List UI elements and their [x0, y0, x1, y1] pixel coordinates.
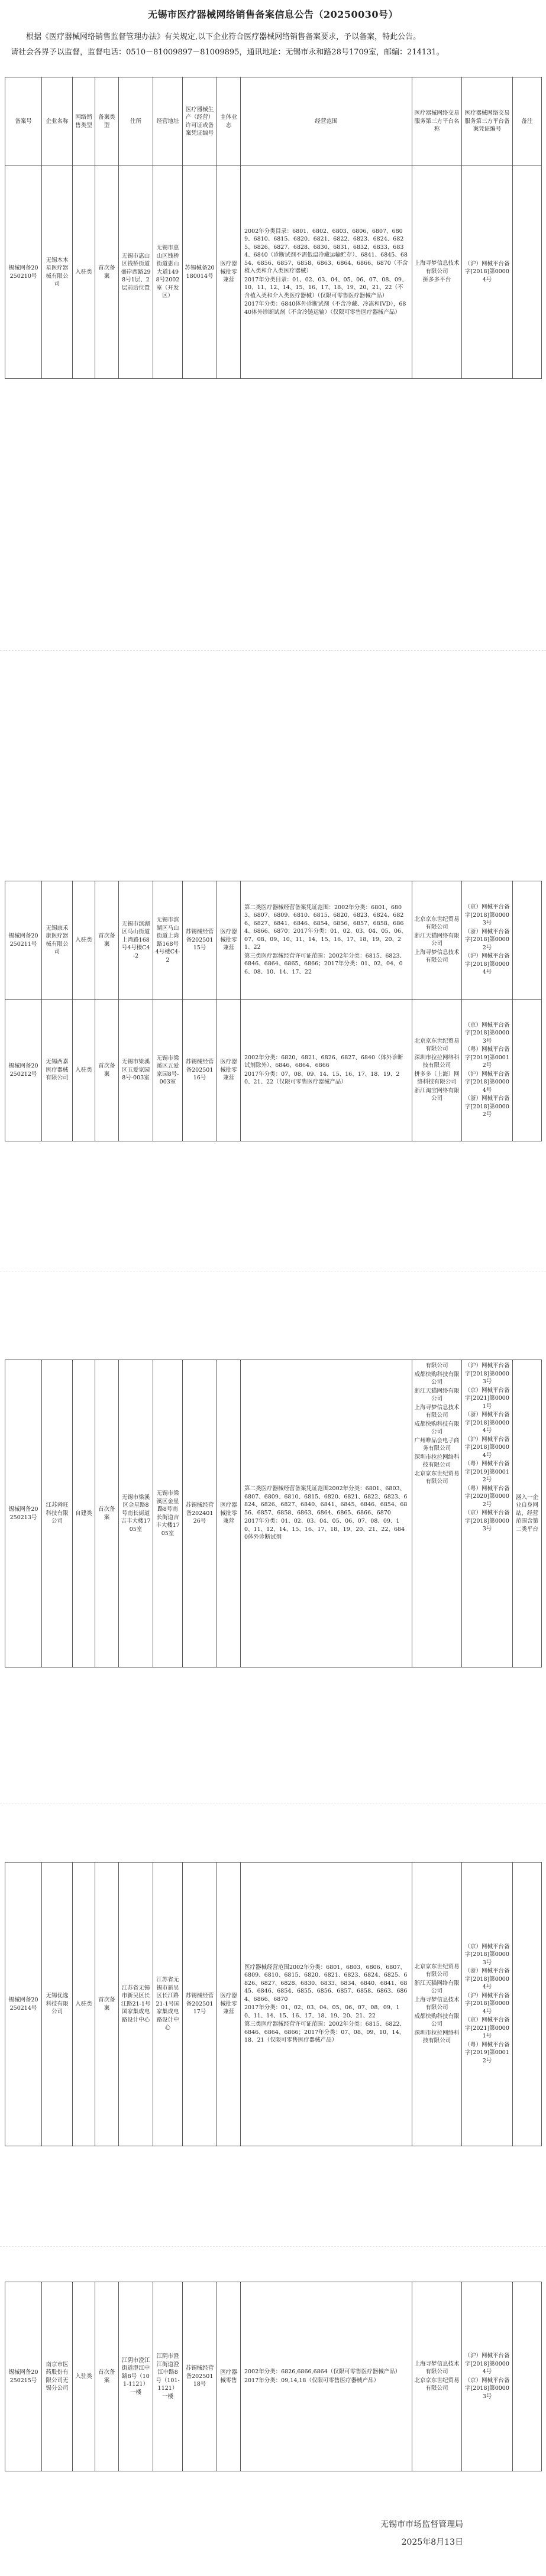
header-cell: 经营地址	[153, 77, 183, 166]
platform-record-ids	[462, 166, 513, 379]
record-number: 锡械网备20250213号	[5, 1360, 42, 1667]
platform-record-id: （京）网械平台备字[2018]第00003号	[464, 2377, 510, 2400]
business-scope	[241, 1000, 412, 1141]
header-cell: 医疗器械生产（经营）许可证或备案凭证编号	[183, 77, 217, 166]
license-number: 苏锡械经营备20250115号	[183, 881, 217, 1000]
header-cell: 备案类型	[95, 77, 119, 166]
platform-record-ids	[462, 2282, 513, 2471]
platform-record-id: （沪）网械平台备字[2018]第00004号	[464, 260, 510, 283]
header-cell: 住所	[119, 77, 153, 166]
company-name: 江苏舜旺科技有限公司	[42, 1360, 73, 1667]
record-table	[5, 77, 542, 379]
platform-name: 有限公司	[425, 1362, 448, 1369]
platform-names	[412, 1360, 462, 1667]
residence: 江阴市澄江街道澄江中路8号（101-1121）一楼	[119, 2282, 153, 2471]
platform-name: 浙江天猫网络有限公司	[414, 1980, 460, 1994]
record-type: 首次备案	[95, 166, 119, 379]
license-number: 苏锡械经营备20250118号	[183, 2282, 217, 2471]
remarks	[513, 166, 542, 379]
platform-record-ids	[462, 1360, 513, 1667]
platform-record-id: （京）网械平台备字[2021]第00001号	[464, 2017, 510, 2040]
record-table	[5, 1360, 542, 1667]
platform-name: 浙江天猫网络有限公司	[414, 932, 460, 947]
scope-line: 2017年分类：6840体外诊断试剂（不含冷藏、冷冻和IVD），6840体外诊断试剂（不含冷链运输）（仅限可零售医疗器械产品）	[244, 301, 406, 316]
scope-line: 2002年分类：6820、6821、6826、6827、6840（体外诊断试剂除外）、6846、6864、6866	[244, 1054, 403, 1069]
record-table-page-2	[5, 881, 541, 1141]
sales-type: 自建类	[73, 1360, 95, 1667]
company-name: 无锡西嘉医疗器械有限公司	[42, 1000, 73, 1141]
residence: 江苏省无锡市新吴区长江路21-1号国家集成电路设计中心	[119, 1863, 153, 2146]
platform-record-id: （京）网械平台备字[2018]第00003号	[464, 1510, 510, 1532]
platform-name: 上海寻梦信息技术有限公司	[414, 949, 460, 963]
scope-line: 第二类医疗器械经营备案凭证范围2002年分类：6801、6803、6807、6809、6810、6815、6820、6821、6822、6823、6824、6826、6827、6840、6841、6845、6846、6854、6856、6857、6858、6863、6864、6865、6866、6870	[244, 1485, 408, 1516]
scope-line: 2017年分类：01、02、03、04、05、06、07、08、09、10、11、12、14、15、16、17、18、19、20、21、22、6840体外诊断试剂	[244, 1518, 405, 1541]
platform-name: 北京京东世纪贸易有限公司	[414, 916, 460, 930]
platform-record-id: （浙）网械平台备字[2018]第00004号	[464, 1968, 510, 1991]
contact-paragraph: 请社会各界予以监督，监督电话：0510－81009897－81009895，通讯地址：无锡市永和路28号1709室，邮编：214131。	[11, 48, 444, 57]
table-row	[5, 166, 542, 379]
scope-line: 2017年分类：07、08、09、14、15、16、17、18、19、20、21、22（仅限可零售医疗器械产品）	[244, 1070, 400, 1085]
remarks	[513, 1000, 542, 1141]
record-type: 首次备案	[95, 881, 119, 1000]
platform-name: 北京京东世纪贸易有限公司	[414, 1470, 460, 1485]
platform-record-id: （粤）网械平台备字[2019]第00012号	[464, 1046, 510, 1069]
page-divider	[0, 650, 546, 651]
business-scope	[241, 1360, 412, 1667]
platform-names	[412, 1863, 462, 2146]
document-title: 无锡市医疗器械网络销售备案信息公告（20250030号）	[147, 9, 399, 20]
header-cell: 备注	[513, 77, 542, 166]
scope-line: 2017年分类目录：01、02、03、04、05、06、07、08、09、10、11、12、14、15、16、17、18、19、20、21、22（不含植入类和介入类医疗器械）（仅限可零售医疗器械产品）	[244, 276, 408, 299]
company-name: 无锡优选科技有限公司	[42, 1863, 73, 2146]
table-row	[5, 881, 542, 1000]
scope-line: 2017年分类：09,14,18（仅限可零售医疗器械产品）	[244, 2377, 379, 2384]
platform-name: 拼多多（上海）网络科技有限公司	[414, 1070, 460, 1085]
header-cell: 企业名称	[42, 77, 73, 166]
platform-names	[412, 1000, 462, 1141]
platform-name: 深圳市拉拉网络科技有限公司	[414, 1454, 460, 1468]
sales-type: 入驻类	[73, 166, 95, 379]
record-number: 锡械网备20250215号	[5, 2282, 42, 2471]
sales-type: 入驻类	[73, 1000, 95, 1141]
record-type: 首次备案	[95, 1863, 119, 2146]
platform-record-id: （浙）网械平台备字[2018]第00004号	[464, 1412, 510, 1434]
remarks	[513, 881, 542, 1000]
intro-paragraph: 根据《医疗器械网络销售监督管理办法》有关规定,以下企业符合医疗器械网络销售备案要求，予以备案，特此公告。	[26, 33, 421, 41]
table-row	[5, 1863, 542, 2146]
residence: 无锡市惠山区钱桥街道盛岸西路298号1层、2层前后位置	[119, 166, 153, 379]
platform-name: 上海寻梦信息技术有限公司	[414, 2360, 460, 2375]
platform-name: 上海寻梦信息技术有限公司	[414, 1996, 460, 2011]
scope-line: 医疗器械经营范围2002年分类：6801、6803、6806、6807、6809、6810、6815、6820、6821、6823、6824、6825、6826、6827、6828、6830、6833、6834、6840、6841、6845、6846、6854、6855、6856、6857、6858、6863、6864、6866、6870	[244, 1964, 408, 2003]
license-number: 苏锡械经营备20240126号	[183, 1360, 217, 1667]
entity-type: 医疗器械批零兼营	[217, 1360, 241, 1667]
scope-line: 2002年分类目录：6801、6802、6803、6806、6807、6809、6810、6815、6820、6821、6822、6823、6824、6825、6826、6827、6828、6830、6831、6832、6833、6834、6840（诊断试剂不需低温冷藏运输贮存）、6841、6845、6854、6856、6857、6858、6863、6864、6866、6870（不含植入类和介入类医疗器械）	[244, 228, 408, 275]
issuing-authority: 无锡市市场监督管理局	[380, 2520, 463, 2529]
header-cell: 备案号	[5, 77, 42, 166]
residence: 无锡市梁溪区金星路8号南长街道吉丰大楼1705室	[119, 1360, 153, 1667]
platform-record-id: （沪）网械平台备字[2018]第00004号	[464, 1436, 510, 1459]
entity-type: 医疗器械批零兼营	[217, 166, 241, 379]
record-type: 首次备案	[95, 1360, 119, 1667]
platform-record-id: （粤）网械平台备字[2019]第00012号	[464, 2041, 510, 2064]
business-address: 无锡市滨湖区马山街道上湾路168号4号楼C4-2	[153, 881, 183, 1000]
platform-name: 浙江天猫网络有限公司	[414, 1387, 460, 1402]
platform-name: 成都快购科技有限公司	[414, 2013, 460, 2027]
platform-record-id: （沪）网械平台备字[2018]第00004号	[464, 953, 510, 976]
residence: 无锡市梁溪区五爱家园8号-003室	[119, 1000, 153, 1141]
sales-type: 入驻类	[73, 881, 95, 1000]
business-scope	[241, 2282, 412, 2471]
platform-name: 拼多多平台	[422, 277, 451, 284]
license-number: 苏锡械经营备20250116号	[183, 1000, 217, 1141]
platform-record-ids	[462, 881, 513, 1000]
page-divider	[0, 2246, 546, 2247]
company-name: 南京市医药股份有限公司无锡分公司	[42, 2282, 73, 2471]
platform-record-id: （粤）网械平台备字[2020]第00002号	[464, 1485, 510, 1508]
record-type: 首次备案	[95, 2282, 119, 2471]
entity-type: 医疗器械批零兼营	[217, 881, 241, 1000]
record-table	[5, 2282, 542, 2471]
platform-names	[412, 166, 462, 379]
company-name: 无锡康禾康医疗器械有限公司	[42, 881, 73, 1000]
platform-name: 深圳市拉拉网络科技有限公司	[414, 1054, 460, 1069]
platform-name: 上海寻梦信息技术有限公司	[414, 1404, 460, 1419]
record-table-page-4	[5, 1862, 541, 2146]
entity-type: 医疗器械零售	[217, 2282, 241, 2471]
table-row	[5, 1000, 542, 1141]
entity-type: 医疗器械批零兼营	[217, 1000, 241, 1141]
residence: 无锡市滨湖区马山街道上湾路168号4号楼C4-2	[119, 881, 153, 1000]
business-scope	[241, 1863, 412, 2146]
business-address: 无锡市惠山区钱桥街道惠山大道1498号2002室（开发区）	[153, 166, 183, 379]
record-table-page-3	[5, 1360, 541, 1667]
platform-record-id: （沪）网械平台备字[2018]第00004号	[464, 2353, 510, 2375]
header-cell: 经营范围	[241, 77, 412, 166]
record-table	[5, 1862, 542, 2146]
table-row	[5, 2282, 542, 2471]
sales-type: 入驻类	[73, 2282, 95, 2471]
header-cell: 医疗器械网络交易服务第三方平台名称	[412, 77, 462, 166]
platform-record-id: （沪）网械平台备字[2018]第00004号	[464, 1992, 510, 2015]
header-cell: 主体业态	[217, 77, 241, 166]
business-address: 无锡市梁溪区金星路8号南长街道吉丰大楼1705室	[153, 1360, 183, 1667]
table-row	[5, 1360, 542, 1667]
platform-record-id: （浙）网械平台备字[2018]第00002号	[464, 1095, 510, 1118]
platform-name: 深圳市拉拉网络科技有限公司	[414, 2029, 460, 2044]
scope-line: 2002年分类：6826,6866,6864（仅限可零售医疗器械产品）	[244, 2369, 401, 2375]
license-number: 苏锡械备20180014号	[183, 166, 217, 379]
table-header-row	[5, 77, 542, 166]
platform-name: 上海寻梦信息技术有限公司	[414, 260, 460, 275]
scope-line: 2017年分类：01、02、03、04、05、06、07、08、09、10、11、14、15、16、17、18、19、20、21、22	[244, 2004, 400, 2019]
scope-line: 第三类医疗器械经营许可证范围：2002年分类：6815、6823、6846、6864、6865、6866；2017年分类：01、02、04、06、08、10、14、17、22	[244, 952, 406, 975]
platform-record-id: （沪）网械平台备字[2018]第00004号	[464, 1070, 510, 1094]
platform-names	[412, 2282, 462, 2471]
platform-record-id: （京）网械平台备字[2018]第00003号	[464, 1943, 510, 1966]
header-cell: 网络销售类型	[73, 77, 95, 166]
platform-name: 广州唯品会电子商务有限公司	[414, 1437, 460, 1452]
platform-record-id: （沪）网械平台备字[2018]第00003号	[464, 1362, 510, 1385]
platform-record-id: （京）网械平台备字[2018]第00003号	[464, 1021, 510, 1044]
remarks	[513, 2282, 542, 2471]
sales-type: 入驻类	[73, 1863, 95, 2146]
record-number: 锡械网备20250211号	[5, 881, 42, 1000]
business-scope	[241, 166, 412, 379]
platform-record-id: （京）网械平台备字[2021]第00001号	[464, 1387, 510, 1410]
scope-line: 第二类医疗器械经营备案凭证范围：2002年分类：6801、6803、6807、6809、6810、6815、6820、6823、6824、6826、6827、6841、6846、6854、6856、6857、6858、6864、6866、6870；2017年分类：01、02、03、04、05、06、07、08、09、10、11、14、15、16、17、18、19、20、21、22	[244, 904, 407, 951]
platform-record-id: （粤）网械平台备字[2019]第00012号	[464, 1461, 510, 1483]
platform-name: 成都快购科技有限公司	[414, 1420, 460, 1435]
business-address: 江苏省无锡市新吴区长江路21-1号国家集成电路设计中心	[153, 1863, 183, 2146]
platform-record-ids	[462, 1863, 513, 2146]
remarks	[513, 1863, 542, 2146]
platform-name: 成都快购科技有限公司	[414, 1371, 460, 1386]
platform-record-ids	[462, 1000, 513, 1141]
header-cell: 医疗器械网络交易服务第三方平台备案凭证编号	[462, 77, 513, 166]
scope-line: 第三类医疗器械经营许可证范围：2002年分类：6815、6822、6846、6864、6866；2017年分类：07、08、09、10、14、18、21（仅限可零售医疗器械产品）	[244, 2021, 406, 2043]
entity-type: 医疗器械批零兼营	[217, 1863, 241, 2146]
business-address: 无锡市梁溪区五爱家园8号-003室	[153, 1000, 183, 1141]
platform-name: 浙江淘宝网络有限公司	[414, 1087, 460, 1102]
platform-name: 北京京东世纪贸易有限公司	[414, 1963, 460, 1978]
issue-date: 2025年8月13日	[401, 2538, 463, 2547]
remarks: 涵入一企业自身网站，经营范围含第二类平台	[513, 1360, 542, 1667]
platform-name: 北京京东世纪贸易有限公司	[414, 1037, 460, 1052]
record-table-page-1	[5, 77, 541, 379]
platform-names	[412, 881, 462, 1000]
record-type: 首次备案	[95, 1000, 119, 1141]
platform-record-id: （京）网械平台备字[2018]第00003号	[464, 904, 510, 927]
platform-name: 北京京东世纪贸易有限公司	[414, 2377, 460, 2392]
record-number: 锡械网备20250210号	[5, 166, 42, 379]
record-number: 锡械网备20250214号	[5, 1863, 42, 2146]
business-address: 江阴市澄江街道澄江中路8号（101-1121）一楼	[153, 2282, 183, 2471]
license-number: 苏锡械经营备20250117号	[183, 1863, 217, 2146]
record-number: 锡械网备20250212号	[5, 1000, 42, 1141]
company-name: 无锡木木星医疗器械有限公司	[42, 166, 73, 379]
record-table	[5, 881, 542, 1141]
business-scope	[241, 881, 412, 1000]
platform-record-id: （浙）网械平台备字[2018]第00002号	[464, 928, 510, 951]
record-table-page-5	[5, 2282, 541, 2471]
